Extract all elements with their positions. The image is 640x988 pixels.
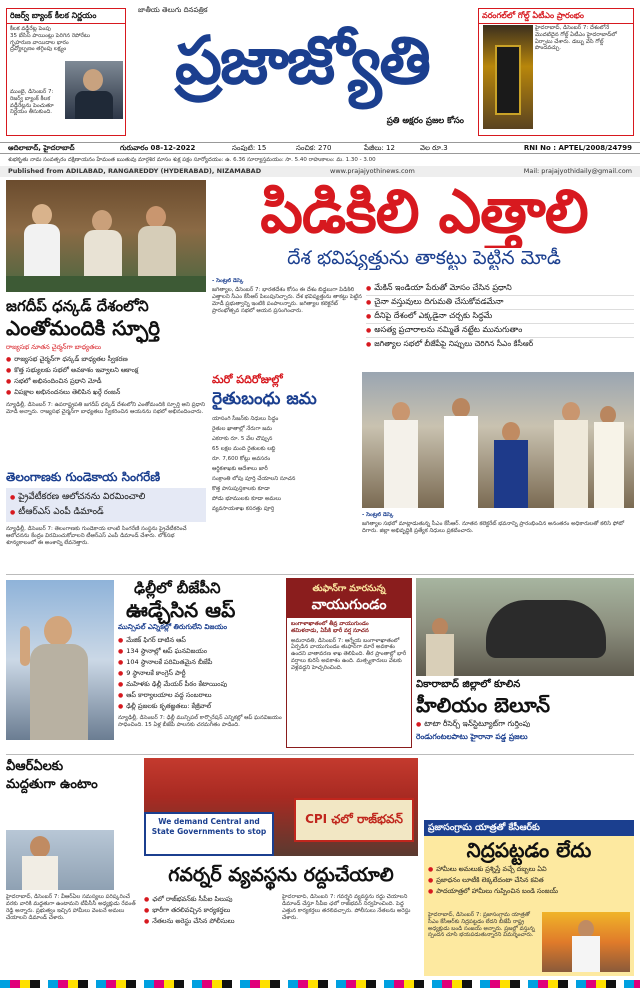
governor-bullet: ● ఛలో రాజ్‌భవన్‌కు సీపీఐ పిలుపు bbox=[144, 894, 278, 905]
governor-bullet: ● భారీగా తరలివచ్చిన కార్యకర్తలు bbox=[144, 905, 278, 916]
lead-bullet: ● చైనా వస్తువులు దిగుమతి చేసుకోవడమేనా bbox=[366, 296, 634, 310]
governor-headline: గవర్నర్ వ్యవస్థను రద్దుచేయాలి bbox=[168, 864, 394, 886]
cpi-placard-left: We demand Central and State Governments to stop bbox=[151, 817, 267, 836]
publisher-mail: Mail: prajajyothidaily@gmail.com bbox=[523, 167, 632, 175]
cyclone-line: తమిళనాడు, ఏపీకి భారీ వర్ష సూచన bbox=[291, 627, 369, 634]
dhankar-bullet: ● రాజ్యసభ చైర్మన్‌గా ధన్కడ్ బాధ్యతల స్వీకరణ bbox=[6, 354, 206, 365]
lead-bullet: ● దీనిపై దేశంలో ఎక్కడైనా చర్చకు సిద్ధమే bbox=[366, 310, 634, 324]
aap-headline-2: ఊడ్చేసిన ఆప్ bbox=[126, 598, 236, 622]
left-top-line: కీలక వడ్డీరేట్ల పెంపు bbox=[10, 26, 51, 32]
left-top-line: 35 బేసిస్ పాయింట్లు పెరిగిన రెపోరేటు bbox=[10, 32, 91, 39]
aap-story bbox=[118, 578, 282, 748]
governor-body bbox=[282, 894, 418, 976]
balloon-kicker: వికారాబాద్ జిల్లాలో కూలిన bbox=[416, 679, 521, 690]
balloon-headline: హీలియం బెలూన్ bbox=[416, 693, 551, 717]
rythu-item: ఆర్థికశాఖకు ఆదేశాలు జారీ bbox=[212, 466, 268, 472]
lead-bullets bbox=[366, 282, 634, 368]
aap-bullet: ● ఢిల్లీ ప్రజలకు కృతజ్ఞతలు: కేజ్రీవాల్ bbox=[118, 701, 282, 712]
dhankar-bullet: ● సభలో అభినందించిన ప్రధాని మోడీ bbox=[6, 376, 206, 387]
rythu-story bbox=[212, 372, 358, 524]
rythu-item: సంక్రాంతి లోపు పూర్తి చేయాలని సూచన bbox=[212, 476, 296, 482]
modi-parliament-photo bbox=[6, 180, 206, 292]
rythu-item: యాసంగి సీజన్‌కు నిధులు సిద్ధం bbox=[212, 416, 279, 422]
masthead-motto: ప్రతి అక్షరం ప్రజల కోసం bbox=[386, 116, 464, 126]
singareni-line: ● టీఆర్ఎస్ ఎంపీ డిమాండ్ bbox=[10, 505, 202, 520]
cyclone-body: అమరావతి, డిసెంబర్ 7: ఆగ్నేయ బంగాళాఖాతంలో ఏర్పడిన వాయుగుండం తుఫాన్‌గా మారే అవకాశం ఉందని వాతావరణ శాఖ తెలిపింది. తీర ప్రాంతాల్లో భారీ వర్షాలు కురిసే అవకాశం ఉంది. మత్స్యకారులు వేటకు వెళ్లవద్దని హెచ్చరించింది. bbox=[291, 637, 407, 671]
publisher-text: Published from ADILABAD, RANGAREDDY (HYDERABAD), NIZAMABAD bbox=[8, 167, 262, 175]
lead-bullet: ● అసత్య ప్రచారాలను నమ్మితే నట్టేట మునుగుతాం bbox=[366, 324, 634, 338]
kcr-story-text bbox=[362, 512, 634, 574]
info-issue: సంచిక: 270 bbox=[296, 144, 332, 152]
aap-bullet: ● 134 స్థానాల్లో ఆప్ ఘనవిజయం bbox=[118, 646, 282, 657]
info-rni: RNI No : APTEL/2008/24799 bbox=[523, 144, 632, 152]
vra-headline-2: మద్దతుగా ఉంటాం bbox=[6, 777, 98, 792]
aap-headline-1: ఢిల్లీలో బీజేపీని bbox=[134, 579, 221, 597]
bandi-rally-photo bbox=[542, 912, 630, 972]
sharmila-kicker: ప్రజాసంగ్రామ యాత్రతో కేసీఆర్‌కు bbox=[424, 820, 634, 836]
balloon-line-2: రెండుగంటలపాటు హైరానా పడ్డ ప్రజలు bbox=[416, 732, 528, 741]
lead-bullet: ● జగిత్యాల సభలో బీజేపీపై నిప్పులు చెరిగిన సీఎం కేసీఆర్ bbox=[366, 338, 634, 351]
singareni-body: న్యూఢిల్లీ, డిసెంబర్ 7: తెలంగాణకు గుండెకాయ లాంటి సింగరేణి సంస్థను ప్రైవేటీకరించే ఆలోచనను కేంద్రం విరమించుకోవాలని టీఆర్ఎస్ ఎంపీ డిమాండ్ చేశారు. లోక్‌సభ శూన్యకాలంలో ఈ అంశాన్ని లేవనెత్తారు. bbox=[6, 526, 187, 546]
dhankar-story bbox=[6, 296, 206, 466]
aap-bullet: ● 9 స్థానాలకే కాంగ్రెస్ పార్టీ bbox=[118, 668, 282, 679]
governor-bullets bbox=[144, 894, 278, 974]
dhankar-kicker: రాజ్యసభ నూతన చైర్మన్‌గా బాధ్యతలు bbox=[6, 343, 102, 351]
cpi-protest-photo bbox=[144, 758, 418, 856]
rythu-item: పోడు భూములకు కూడా అమలు bbox=[212, 496, 282, 502]
sharmila-bullet: ● పాదయాత్రలో హామీలు గుప్పించిన బండి సంజయ్ bbox=[428, 886, 630, 897]
rythu-item: రూ. 7,600 కోట్లు అవసరం bbox=[212, 456, 271, 462]
kcr-story-body: జగిత్యాల సభలో మాట్లాడుతున్న సీఎం కేసీఆర్. నూతన కలెక్టరేట్ భవనాన్ని ప్రారంభించిన అనంతరం అధికారులతో కలిసి ఫోటో దిగారు. జిల్లా అభివృద్ధికి ప్రత్యేక నిధులు ప్రకటించారు. bbox=[362, 520, 625, 534]
vra-headline-1: వీఆర్ఏలకు bbox=[6, 759, 64, 774]
dhankar-bullet: ● కొత్త సభ్యులకు సభలో అవకాశం ఇవ్వాలని ఆకాంక్ష bbox=[6, 365, 206, 376]
left-top-line: గృహరుణ వాయిదాల భారం bbox=[10, 39, 69, 46]
kcr-event-photo bbox=[362, 372, 634, 508]
lead-body bbox=[212, 278, 362, 366]
lead-headline: పిడికిలి ఎత్తాలి bbox=[260, 177, 588, 247]
sharmila-box bbox=[424, 820, 634, 976]
publisher-web: www.prajajyothinews.com bbox=[330, 167, 415, 175]
aap-bullet: ● మేజిక్ ఫిగర్ దాటిన ఆప్ bbox=[118, 635, 282, 646]
revanth-photo bbox=[6, 830, 114, 890]
balloon-line: ● టాటా రీసెర్చ్ ఇన్‌స్టిట్యూట్‌గా గుర్తింపు bbox=[416, 718, 634, 731]
masthead-tagline: జాతీయ తెలుగు దినపత్రిక bbox=[138, 6, 208, 14]
left-top-box bbox=[6, 8, 126, 136]
info-vol: సంపుటి: 15 bbox=[232, 144, 267, 152]
info-price: వెల రూ.3 bbox=[420, 144, 448, 152]
kejriwal-photo bbox=[6, 580, 114, 740]
gold-atm-photo bbox=[483, 25, 533, 129]
singareni-headline: తెలంగాణకు గుండెకాయ సింగరేణి bbox=[6, 470, 161, 484]
dhankar-bullet: ● విపక్షాల అభినందనలు తెలిపిన ఖర్గే రంజన్ bbox=[6, 387, 206, 398]
kcr-story-credit: - సెంట్రల్ డెస్క్ bbox=[362, 512, 394, 518]
sharmila-bullet: ● ప్రజాధనం లూటీకి లెక్కలేదంటా చేసిన కవిత bbox=[428, 875, 630, 886]
aap-kicker: మున్సిపల్ ఎన్నికల్లో తిరుగులేని విజయం bbox=[118, 623, 228, 631]
governor-body-text: హైదరాబాద్, డిసెంబర్ 7: గవర్నర్ వ్యవస్థను రద్దు చేయాలని డిమాండ్ చేస్తూ సీపీఐ ఛలో రాజ్‌భవన్ నిర్వహించింది. పెద్ద ఎత్తున కార్యకర్తలు తరలివచ్చారు. పోలీసులు నేతలను అరెస్టు చేశారు. bbox=[282, 894, 411, 921]
singareni-line: ● ప్రైవేటీకరణ ఆలోచనను విరమించాలి bbox=[10, 490, 202, 505]
lead-credit: - సెంట్రల్ డెస్క్ bbox=[212, 278, 244, 284]
balloon-photo bbox=[416, 578, 634, 676]
registration-strip bbox=[0, 980, 640, 988]
sharmila-body: హైదరాబాద్, డిసెంబర్ 7: ప్రజాసంగ్రామ యాత్రతో సీఎం కేసీఆర్‌కు నిద్రపట్టడం లేదని బీజేపీ రాష్ట్ర అధ్యక్షుడు బండి సంజయ్ అన్నారు. ప్రజల్లో వస్తున్న స్పందన చూసి భయపడుతున్నారని విమర్శించారు. bbox=[428, 912, 535, 939]
right-top-box bbox=[478, 8, 634, 136]
aap-bullet: ● మహిళకు ఢిల్లీ మేయర్ పీఠం కేటాయింపు bbox=[118, 679, 282, 690]
aap-bullet: ● ఆప్ కార్యాలయాల వద్ద సంబరాలు bbox=[118, 690, 282, 701]
right-top-heading: వరంగల్‌లో గోల్డ్ ఏటీఎం ప్రారంభం bbox=[479, 9, 633, 24]
rythu-item: కొత్త పాసుపుస్తకాలకు కూడా bbox=[212, 486, 270, 492]
left-top-heading: రిజర్వ్ బ్యాంక్ కీలక నిర్ణయం bbox=[7, 9, 125, 24]
sharmila-headline: నిద్రపట్టడం లేదు bbox=[466, 838, 592, 862]
aap-body: న్యూఢిల్లీ, డిసెంబర్ 7: ఢిల్లీ మున్సిపల్ కార్పొరేషన్ ఎన్నికల్లో ఆప్ ఘనవిజయం సాధించింది. 15 ఏళ్ల బీజేపీ పాలనకు చరమగీతం పాడింది. bbox=[118, 715, 282, 728]
sharmila-bullet: ● హామీలు అమలుకు ప్రశ్నిస్తే వచ్చే దబ్బలు ఏవి bbox=[428, 864, 630, 875]
lead-subhead: దేశ భవిష్యత్తును తాకట్టు పెట్టిన మోడీ bbox=[287, 247, 561, 269]
rythu-kicker: మరో పదిరోజుల్లో bbox=[212, 373, 283, 386]
left-top-line: ద్రవ్యోల్బణం తగ్గింపు లక్ష్యం bbox=[10, 46, 67, 53]
vra-body: హైదరాబాద్, డిసెంబర్ 7: వీఆర్ఏల సమస్యలు పరిష్కరించే వరకు వారికి మద్దతుగా ఉంటామని టీపీసీసీ అధ్యక్షుడు రేవంత్ రెడ్డి అన్నారు. ప్రభుత్వం ఇచ్చిన హామీలు వెంటనే అమలు చేయాలని డిమాండ్ చేశారు. bbox=[6, 894, 136, 921]
info-pages: పేజీలు: 12 bbox=[364, 144, 395, 152]
masthead-title: ప్రజాజ్యోతి bbox=[174, 21, 430, 99]
rythu-item: ఎకరాకు రూ. 5 వేల చొప్పున bbox=[212, 436, 273, 442]
right-top-body: హైదరాబాద్, డిసెంబర్ 7: దేశంలోనే మొదటిదైన గోల్డ్ ఏటీఎం హైదరాబాద్‌లో ఏర్పాటు చేశారు. డబ్బు వేసి గోల్డ్ పొందవచ్చు. bbox=[535, 25, 617, 52]
dhankar-headline-2: ఎంతోమందికి స్ఫూర్తి bbox=[6, 316, 160, 340]
cyclone-box bbox=[286, 578, 412, 748]
info-date: గురువారం 08-12-2022 bbox=[120, 144, 196, 152]
rythu-item: రైతుల ఖాతాల్లో నేరుగా జమ bbox=[212, 426, 273, 432]
left-top-body: ముంబై, డిసెంబర్ 7: రిజర్వ్ బ్యాంక్ కీలక వడ్డీరేట్లను పెంచుతూ నిర్ణయం తీసుకుంది. bbox=[10, 89, 54, 116]
rythu-item: వ్యవసాయశాఖ కసరత్తు పూర్తి bbox=[212, 506, 275, 512]
panchangam-text: శుభకృతు నామ సంవత్సరం దక్షిణాయనం హేమంత ఋతువు మార్గశిర మాసం శుక్ల పక్షం సూర్యోదయం: ఉ. 6.36 సూర్యాస్తమయం: సా. 5.40 రాహుకాలం: మ. 1.30 - 3.00 bbox=[8, 157, 376, 163]
rbi-governor-photo bbox=[65, 61, 123, 119]
info-strip bbox=[0, 142, 640, 154]
panchangam-strip bbox=[0, 155, 640, 165]
cyclone-headline: వాయుగుండం bbox=[311, 597, 387, 613]
lead-body-text: జగిత్యాల, డిసెంబర్ 7: భారతదేశం కోసం ఈ దేశం బిడ్డలుగా పిడికిలి ఎత్తాలని సీఎం కేసీఆర్ పిలుపునిచ్చారు. దేశ భవిష్యత్తును తాకట్టు పెట్టిన మోడీ ప్రభుత్వాన్ని ఇంటికి పంపాలన్నారు. జగిత్యాల కలెక్టరేట్ ప్రారంభోత్సవ సభలో ఆయన ప్రసంగించారు. bbox=[212, 286, 362, 314]
governor-bullet: ● నేతలను అరెస్టు చేసిన పోలీసులు bbox=[144, 916, 278, 927]
singareni-box bbox=[6, 488, 206, 522]
masthead bbox=[132, 6, 472, 136]
dhankar-headline-1: జగదీప్ ధన్కడ్ దేశంలోని bbox=[6, 297, 149, 315]
singareni-story bbox=[6, 468, 206, 576]
aap-bullet: ● 104 స్థానాలకే పరిమితమైన బీజేపీ bbox=[118, 657, 282, 668]
cyclone-kicker: తుఫాన్‌గా మారనున్న bbox=[312, 584, 386, 594]
info-place: ఆదిలాబాద్, హైదరాబాద్ bbox=[8, 144, 75, 152]
balloon-story bbox=[416, 678, 634, 752]
rythu-item: 65 లక్షల మంది రైతులకు లబ్ది bbox=[212, 446, 276, 452]
vra-story bbox=[6, 758, 138, 980]
rythu-headline: రైతుబంధు జమ bbox=[212, 389, 317, 409]
dhankar-body: న్యూఢిల్లీ, డిసెంబర్ 7: ఉపరాష్ట్రపతి జగదీప్ ధన్కడ్ దేశంలోని ఎంతోమందికి స్ఫూర్తి అని ప్రధాని మోడీ అన్నారు. రాజ్యసభ చైర్మన్‌గా బాధ్యతలు స్వీకరించిన ఆయనను సభలో అభినందించారు. bbox=[6, 402, 205, 415]
cpi-banner-right: CPI ఛలో రాజ్‌భవన్ bbox=[305, 812, 403, 826]
lead-bullet: ● మేకిన్ ఇండియా పేరుతో మోసం చేసిన ప్రధాని bbox=[366, 282, 634, 296]
cyclone-line: బంగాళాఖాతంలో తీవ్ర వాయుగుండం bbox=[291, 621, 369, 627]
